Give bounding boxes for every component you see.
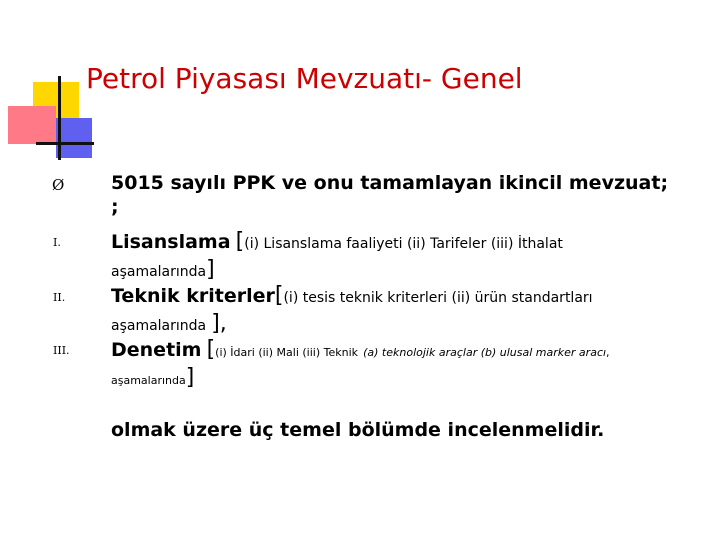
item-lisanslama	[111, 228, 671, 283]
item-2-close-bracket: ],	[211, 310, 227, 336]
item-denetim	[111, 336, 671, 391]
item-2-heading: Teknik kriterler	[111, 285, 275, 307]
item-2-open-bracket: [	[274, 283, 284, 308]
item-3-open-bracket: [	[206, 337, 216, 362]
item-1-detail: (i) Lisanslama faaliyeti (ii) Tarifeler (iii) İthalat aşamalarında	[111, 236, 563, 280]
decor-horizontal-line	[36, 142, 94, 145]
item-teknik-kriterler	[111, 282, 671, 337]
item-3-close-bracket: ]	[185, 364, 195, 390]
roman-bullet-1: I.	[53, 236, 61, 249]
slide-title: Petrol Piyasası Mevzuatı- Genel	[86, 62, 523, 95]
item-3-detail-a: (i) İdari (ii) Mali (iii) Teknik	[215, 346, 359, 359]
item-3-heading: Denetim	[111, 339, 202, 361]
item-2-detail: (i) tesis teknik kriterleri (ii) ürün standartları aşamalarında	[111, 290, 593, 334]
arrow-bullet-icon: Ø	[52, 176, 65, 194]
roman-bullet-3: III.	[53, 344, 70, 357]
conclusion-text: olmak üzere üç temel bölümde incelenmelidir.	[111, 419, 605, 441]
intro-line	[111, 172, 671, 220]
roman-bullet-2: II.	[53, 291, 66, 304]
item-3-detail-b: (a) teknolojik araçlar (b) ulusal marker aracı	[363, 346, 607, 359]
decor-red-square	[8, 106, 56, 144]
conclusion-line	[111, 419, 671, 443]
decor-blue-square	[56, 118, 92, 158]
decor-vertical-line	[58, 76, 61, 160]
item-1-close-bracket: ]	[206, 256, 215, 282]
item-1-open-bracket: [	[235, 229, 245, 254]
intro-text: 5015 sayılı PPK ve onu tamamlayan ikincil mevzuat; ;	[111, 172, 669, 218]
item-3-detail-c: , aşamalarında	[111, 346, 610, 387]
item-1-heading: Lisanslama	[111, 231, 231, 253]
